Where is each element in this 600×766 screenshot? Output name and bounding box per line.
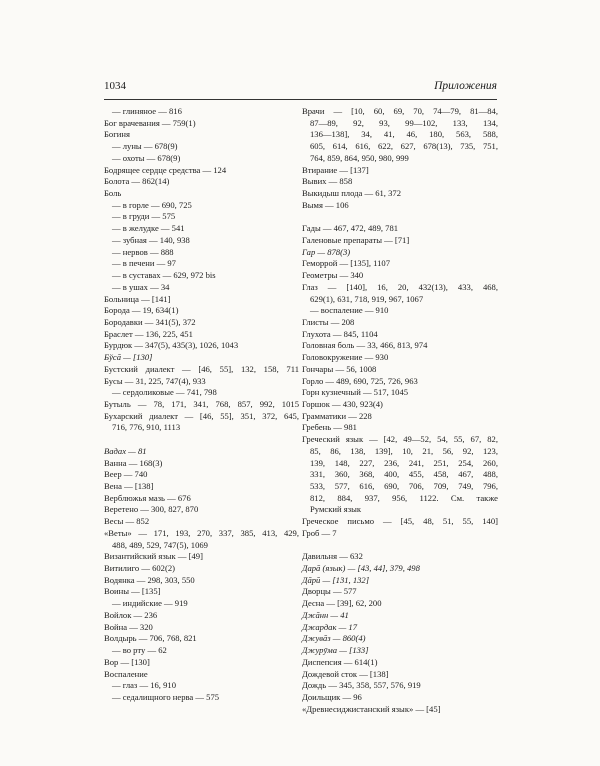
index-entry: Бодрящее сердце средства — 124	[104, 164, 227, 175]
index-entry: Вена — [138]	[104, 481, 154, 491]
page-number: 1034	[104, 80, 126, 92]
index-entry: Бурдюк — 347(5), 435(3), 1026, 1043	[104, 340, 239, 351]
index-entry: Врачи — [10, 60, 69, 70, 74—79, 81—84,	[302, 106, 498, 116]
index-entry: Гребень — 981	[302, 422, 357, 433]
index-subentry: — в ушах — 34	[112, 281, 170, 292]
index-entry: Дāрӣ — [131, 132]	[302, 574, 370, 585]
index-entry: Боль	[104, 188, 122, 199]
index-subentry: Румский язык	[310, 504, 362, 515]
index-entry: Грамматики — 228	[302, 410, 372, 421]
index-entry: Горшок — 430, 923(4)	[302, 398, 383, 409]
index-column-left	[104, 106, 299, 704]
index-subentry: — воспаление — 910	[310, 305, 389, 316]
index-entry: Головная боль — 33, 466, 813, 974	[302, 340, 428, 351]
index-subentry: — седалищного нерва — 575	[112, 691, 220, 702]
index-subentry: 533, 577, 616, 690, 706, 709, 749, 796,	[310, 481, 498, 491]
index-entry: Вадах — 81	[104, 445, 147, 456]
section-gap	[302, 540, 498, 552]
index-entry: Бухарский диалект — [46, 55], 351, 372, 645,	[104, 410, 299, 421]
index-entry: Горло — 489, 690, 725, 726, 963	[302, 375, 418, 386]
index-subentry: — луны — 678(9)	[112, 141, 178, 152]
index-entry: Бусы — 31, 225, 747(4), 933	[104, 375, 206, 386]
index-subentry: — в горле — 690, 725	[112, 199, 192, 210]
index-subentry: — во рту — 62	[112, 645, 167, 656]
index-subentry: 488, 489, 529, 747(5), 1069	[112, 539, 208, 550]
index-entry: «Древнесиджистанский язык» — [45]	[302, 703, 441, 714]
index-subentry: — индийские — 919	[112, 598, 188, 609]
index-entry: Веретено — 300, 827, 870	[104, 504, 199, 515]
index-entry: Гроб — 7	[302, 527, 337, 538]
index-entry: Витилиго — 602(2)	[104, 563, 175, 574]
index-entry: Выкидыш плода — 61, 372	[302, 188, 401, 199]
index-entry: Глаз — [140], 16, 20, 432(13), 433, 468,	[302, 281, 498, 292]
index-entry: Болота — 862(14)	[104, 176, 170, 187]
index-entry: Гады — 467, 472, 489, 781	[302, 223, 399, 234]
index-subentry: — зубная — 140, 938	[112, 234, 190, 245]
index-column-right	[302, 106, 498, 715]
index-entry: Глисты — 208	[302, 316, 355, 327]
section-gap	[104, 434, 299, 446]
index-subentry: 629(1), 631, 718, 919, 967, 1067	[310, 293, 424, 304]
index-entry: Браслет — 136, 225, 451	[104, 328, 193, 339]
index-entry: Вывих — 858	[302, 176, 353, 187]
index-entry: Вымя — 106	[302, 199, 349, 210]
index-entry: Византийский язык — [49]	[104, 551, 203, 562]
index-subentry: — в желудке — 541	[112, 223, 185, 234]
index-entry: Воспаление	[104, 668, 148, 679]
index-subentry: 139, 148, 227, 236, 241, 251, 254, 260,	[310, 457, 498, 468]
index-subentry: — в печени — 97	[112, 258, 176, 269]
index-entry: Бустский диалект — [46, 55], 132, 158, 711	[104, 363, 299, 374]
index-entry: Вор — [130]	[104, 656, 150, 667]
index-subentry: — нервов — 888	[112, 246, 174, 257]
index-entry: Дождь — 345, 358, 557, 576, 919	[302, 680, 421, 691]
index-entry: Дарā (язык) — [43, 44], 379, 498	[302, 563, 420, 574]
running-title: Приложения	[434, 80, 497, 92]
index-entry: Бородавки — 341(5), 372	[104, 316, 196, 327]
index-entry: Война — 320	[104, 621, 153, 632]
index-entry: Диспепсия — 614(1)	[302, 656, 378, 667]
index-subentry: — в суставах — 629, 972 bis	[112, 270, 216, 281]
index-subentry: 136—138], 34, 41, 46, 180, 563, 588,	[310, 129, 498, 140]
index-subentry: — в груди — 575	[112, 211, 176, 222]
index-entry: Бог врачевания — 759(1)	[104, 117, 196, 128]
index-entry: Воины — [135]	[104, 586, 161, 597]
index-entry: Джардак — 17	[302, 621, 358, 632]
index-subentry: 812, 884, 937, 956, 1122. См. также	[310, 492, 498, 503]
index-entry: Больница — [141]	[104, 293, 171, 304]
index-entry: Дворцы — 577	[302, 586, 357, 597]
index-subentry: 87—89, 92, 93, 99—102, 133, 134,	[310, 117, 498, 128]
index-subentry: — охоты — 678(9)	[112, 152, 181, 163]
index-subentry: — сердоликовые — 741, 798	[112, 387, 217, 398]
index-entry: Геморрой — [135], 1107	[302, 258, 391, 269]
index-entry: Ванна — 168(3)	[104, 457, 163, 468]
index-entry: Богиня	[104, 129, 130, 140]
index-subentry: 605, 614, 616, 622, 627, 678(13), 735, 751,	[310, 141, 498, 152]
index-entry: Бутыль — 78, 171, 341, 768, 857, 992, 1015	[104, 398, 299, 409]
index-entry: Бўсā — [130]	[104, 352, 153, 363]
index-entry: Весы — 852	[104, 516, 150, 527]
index-entry: Горн кузнечный — 517, 1045	[302, 387, 409, 398]
index-subentry: 764, 859, 864, 950, 980, 999	[310, 152, 409, 163]
index-subentry: 716, 776, 910, 1113	[112, 422, 181, 433]
index-subentry: 85, 86, 138, 139], 10, 21, 56, 92, 123,	[310, 445, 498, 456]
index-entry: Дождевой сток — [138]	[302, 668, 389, 679]
index-entry: «Веты» — 171, 193, 270, 337, 385, 413, 429,	[104, 527, 299, 538]
index-entry: Джувāз — 860(4)	[302, 633, 366, 644]
index-entry: Геометры — 340	[302, 270, 364, 281]
page-header	[104, 80, 497, 96]
index-entry: Гончары — 56, 1008	[302, 363, 377, 374]
section-gap	[302, 211, 498, 223]
index-subentry: 331, 360, 368, 400, 455, 458, 467, 488,	[310, 469, 498, 480]
index-entry: Галеновые препараты — [71]	[302, 234, 410, 245]
index-entry: Верблюжья мазь — 676	[104, 492, 191, 503]
index-entry: Греческий язык — [42, 49—52, 54, 55, 67, 82,	[302, 434, 498, 445]
index-entry: Десна — [39], 62, 200	[302, 598, 382, 609]
index-entry: Глухота — 845, 1104	[302, 328, 378, 339]
index-entry: Доильщик — 96	[302, 691, 362, 702]
index-entry: Волдырь — 706, 768, 821	[104, 633, 197, 644]
index-entry: Веер — 740	[104, 469, 148, 480]
index-subentry: — глиняное — 816	[112, 106, 182, 116]
index-entry: Джāнн — 41	[302, 609, 349, 620]
index-entry: Греческое письмо — [45, 48, 51, 55, 140]	[302, 516, 498, 527]
index-subentry: — глаз — 16, 910	[112, 680, 176, 691]
index-entry: Гар — 878(3)	[302, 246, 351, 257]
index-entry: Давильня — 632	[302, 551, 363, 562]
index-entry: Втирание — [137]	[302, 164, 369, 175]
index-entry: Головокружение — 930	[302, 352, 389, 363]
index-entry: Джурӯма — [133]	[302, 645, 369, 656]
index-entry: Водянка — 298, 303, 550	[104, 574, 195, 585]
index-entry: Борода — 19, 634(1)	[104, 305, 179, 316]
index-entry: Войлок — 236	[104, 609, 158, 620]
header-rule	[104, 99, 497, 100]
